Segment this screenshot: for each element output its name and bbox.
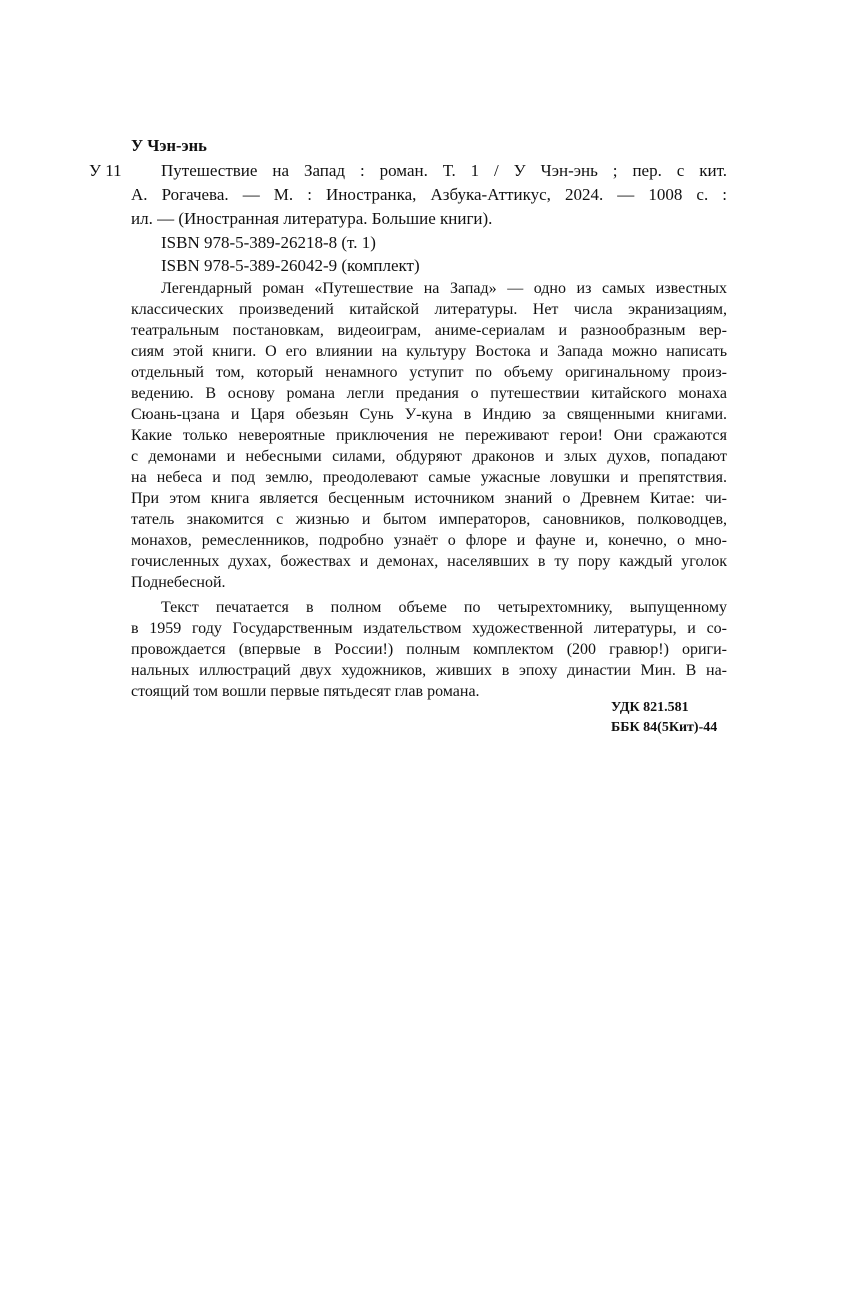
isbn-volume: ISBN 978-5-389-26218-8 (т. 1)	[161, 233, 376, 252]
annotation-line: ведению. В основу романа легли предания о путешествии китайского монаха	[131, 385, 727, 402]
annotation-line: Сюань-цзана и Царя обезьян Сунь У-куна в Индию за священными книгами.	[131, 406, 727, 423]
shelf-code: У 11	[89, 161, 122, 180]
bbk-code: ББК 84(5Кит)-44	[611, 720, 718, 735]
annotation-line: на небеса и под землю, преодолевают самые ужасные ловушки и препятствия.	[131, 469, 727, 486]
annotation-line: классических произведений китайской литературы. Нет числа экранизациям,	[131, 301, 727, 318]
annotation-line: Поднебесной.	[131, 574, 226, 591]
annotation-line: Текст печатается в полном объеме по четырехтомнику, выпущенному	[161, 599, 727, 616]
annotation-line: Легендарный роман «Путешествие на Запад» — одно из самых известных	[161, 280, 727, 297]
bibliographic-line: Путешествие на Запад : роман. Т. 1 / У Чэн-энь ; пер. с кит.	[161, 161, 727, 180]
annotation-line: При этом книга является бесценным источником знаний о Древнем Китае: чи-	[131, 490, 727, 507]
annotation-line: гочисленных духах, божествах и демонах, населявших в ту пору каждый уголок	[131, 553, 727, 570]
annotation-line: татель знакомится с жизнью и бытом императоров, сановников, полководцев,	[131, 511, 727, 528]
isbn-set: ISBN 978-5-389-26042-9 (комплект)	[161, 256, 420, 275]
annotation-line: стоящий том вошли первые пятьдесят глав романа.	[131, 683, 480, 700]
annotation-line: в 1959 году Государственным издательством художественной литературы, и со-	[131, 620, 727, 637]
annotation-line: монахов, ремесленников, подробно узнаёт о флоре и фауне и, конечно, о мно-	[131, 532, 727, 549]
annotation-line: нальных иллюстраций двух художников, живших в эпоху династии Мин. В на-	[131, 662, 727, 679]
udk-code: УДК 821.581	[611, 700, 689, 715]
author-heading: У Чэн-энь	[131, 136, 207, 155]
annotation-line: сиям этой книги. О его влиянии на культуру Востока и Запада можно написать	[131, 343, 727, 360]
bibliographic-line: ил. — (Иностранная литература. Большие книги).	[131, 209, 493, 228]
annotation-line: с демонами и небесными силами, обдуряют драконов и злых духов, попадают	[131, 448, 727, 465]
bibliographic-line: А. Рогачева. — М. : Иностранка, Азбука-Аттикус, 2024. — 1008 с. :	[131, 185, 727, 204]
annotation-line: Какие только невероятные приключения не переживают герои! Они сражаются	[131, 427, 727, 444]
annotation-line: театральным постановкам, видеоиграм, аниме-сериалам и разнообразным вер-	[131, 322, 727, 339]
annotation-line: отдельный том, который ненамного уступит по объему оригинальному произ-	[131, 364, 727, 381]
annotation-line: провождается (впервые в России!) полным комплектом (200 гравюр!) ориги-	[131, 641, 727, 658]
